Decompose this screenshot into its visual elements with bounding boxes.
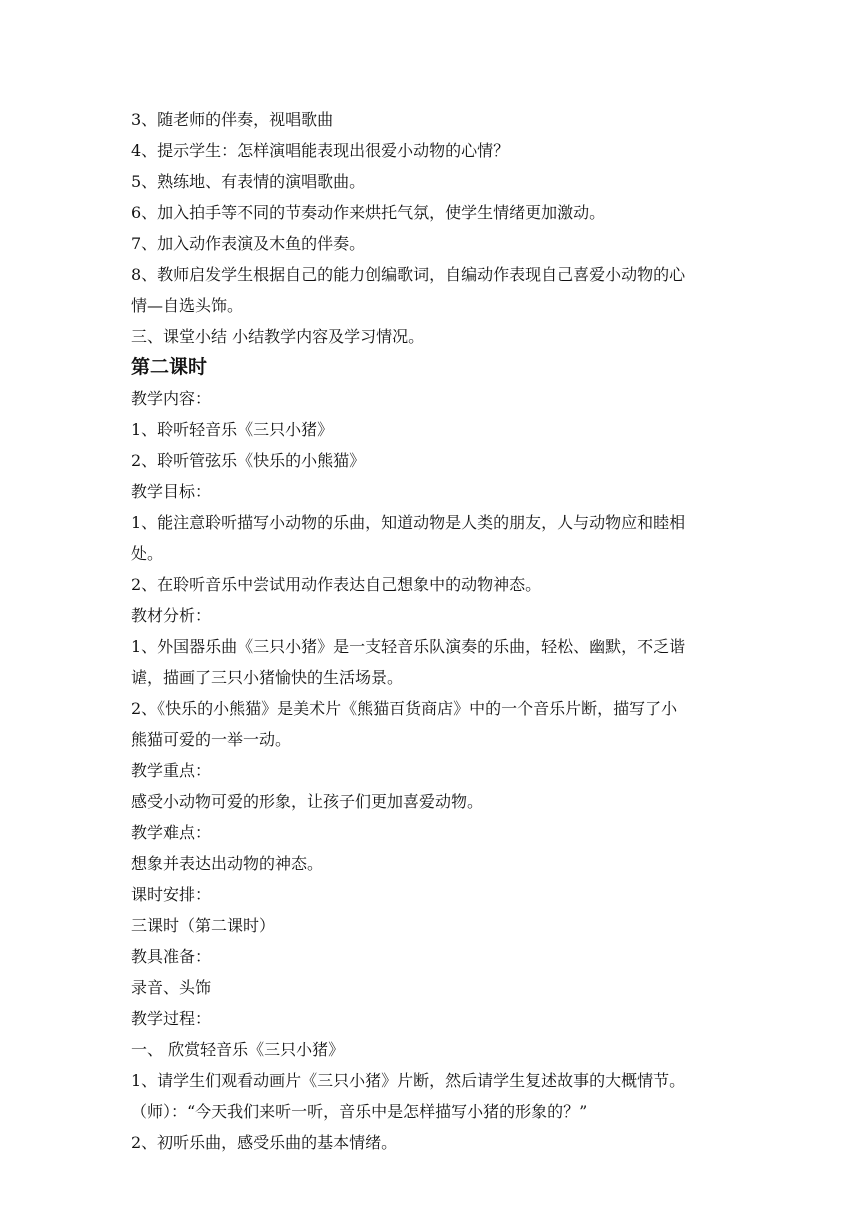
text-line: 课时安排： bbox=[131, 885, 212, 904]
text-line: 5、熟练地、有表情的演唱歌曲。 bbox=[131, 172, 366, 191]
text-line: 4、提示学生：怎样演唱能表现出很爱小动物的心情？ bbox=[131, 141, 510, 160]
document-body bbox=[131, 104, 731, 1158]
text-line: 1、聆听轻音乐《三只小猪》 bbox=[131, 420, 334, 439]
text-line: 教学内容： bbox=[131, 389, 212, 408]
text-line: 录音、头饰 bbox=[131, 978, 212, 997]
text-line: 教学难点： bbox=[131, 823, 212, 842]
text-line: 教学过程： bbox=[131, 1009, 212, 1028]
text-line: 熊猫可爱的一举一动。 bbox=[131, 730, 292, 749]
text-line: 2、在聆听音乐中尝试用动作表达自己想象中的动物神态。 bbox=[131, 575, 542, 594]
text-line: 感受小动物可爱的形象，让孩子们更加喜爱动物。 bbox=[131, 792, 484, 811]
text-line: 教学目标： bbox=[131, 482, 212, 501]
text-line: （师）：“今天我们来听一听，音乐中是怎样描写小猪的形象的？” bbox=[131, 1102, 588, 1121]
text-line: 6、加入拍手等不同的节奏动作来烘托气氛，使学生情绪更加激动。 bbox=[131, 203, 606, 222]
text-line: 2、初听乐曲，感受乐曲的基本情绪。 bbox=[131, 1133, 398, 1152]
text-line: 2、《快乐的小熊猫》是美术片《熊猫百货商店》中的一个音乐片断，描写了小 bbox=[131, 699, 678, 718]
text-line: 情—自选头饰。 bbox=[131, 296, 244, 315]
text-line: 处。 bbox=[131, 544, 164, 563]
text-line: 一、 欣赏轻音乐《三只小猪》 bbox=[131, 1040, 345, 1059]
text-line: 教材分析： bbox=[131, 606, 212, 625]
text-line: 1、外国器乐曲《三只小猪》是一支轻音乐队演奏的乐曲，轻松、幽默，不乏谐 bbox=[131, 637, 686, 656]
text-line: 8、教师启发学生根据自己的能力创编歌词，自编动作表现自己喜爱小动物的心 bbox=[131, 265, 686, 284]
text-line: 三课时（第二课时） bbox=[131, 916, 276, 935]
text-line: 2、聆听管弦乐《快乐的小熊猫》 bbox=[131, 451, 366, 470]
text-line: 1、请学生们观看动画片《三只小猪》片断，然后请学生复述故事的大概情节。 bbox=[131, 1071, 686, 1090]
text-line: 1、能注意聆听描写小动物的乐曲，知道动物是人类的朋友，人与动物应和睦相 bbox=[131, 513, 686, 532]
text-line: 3、随老师的伴奏，视唱歌曲 bbox=[131, 110, 334, 129]
section-heading: 第二课时 bbox=[131, 356, 208, 378]
text-line: 7、加入动作表演及木鱼的伴奏。 bbox=[131, 234, 366, 253]
text-line: 教具准备： bbox=[131, 947, 212, 966]
text-line: 教学重点： bbox=[131, 761, 212, 780]
text-line: 想象并表达出动物的神态。 bbox=[131, 854, 324, 873]
text-line: 谑，描画了三只小猪愉快的生活场景。 bbox=[131, 668, 404, 687]
text-line: 三、课堂小结 小结教学内容及学习情况。 bbox=[131, 327, 425, 346]
